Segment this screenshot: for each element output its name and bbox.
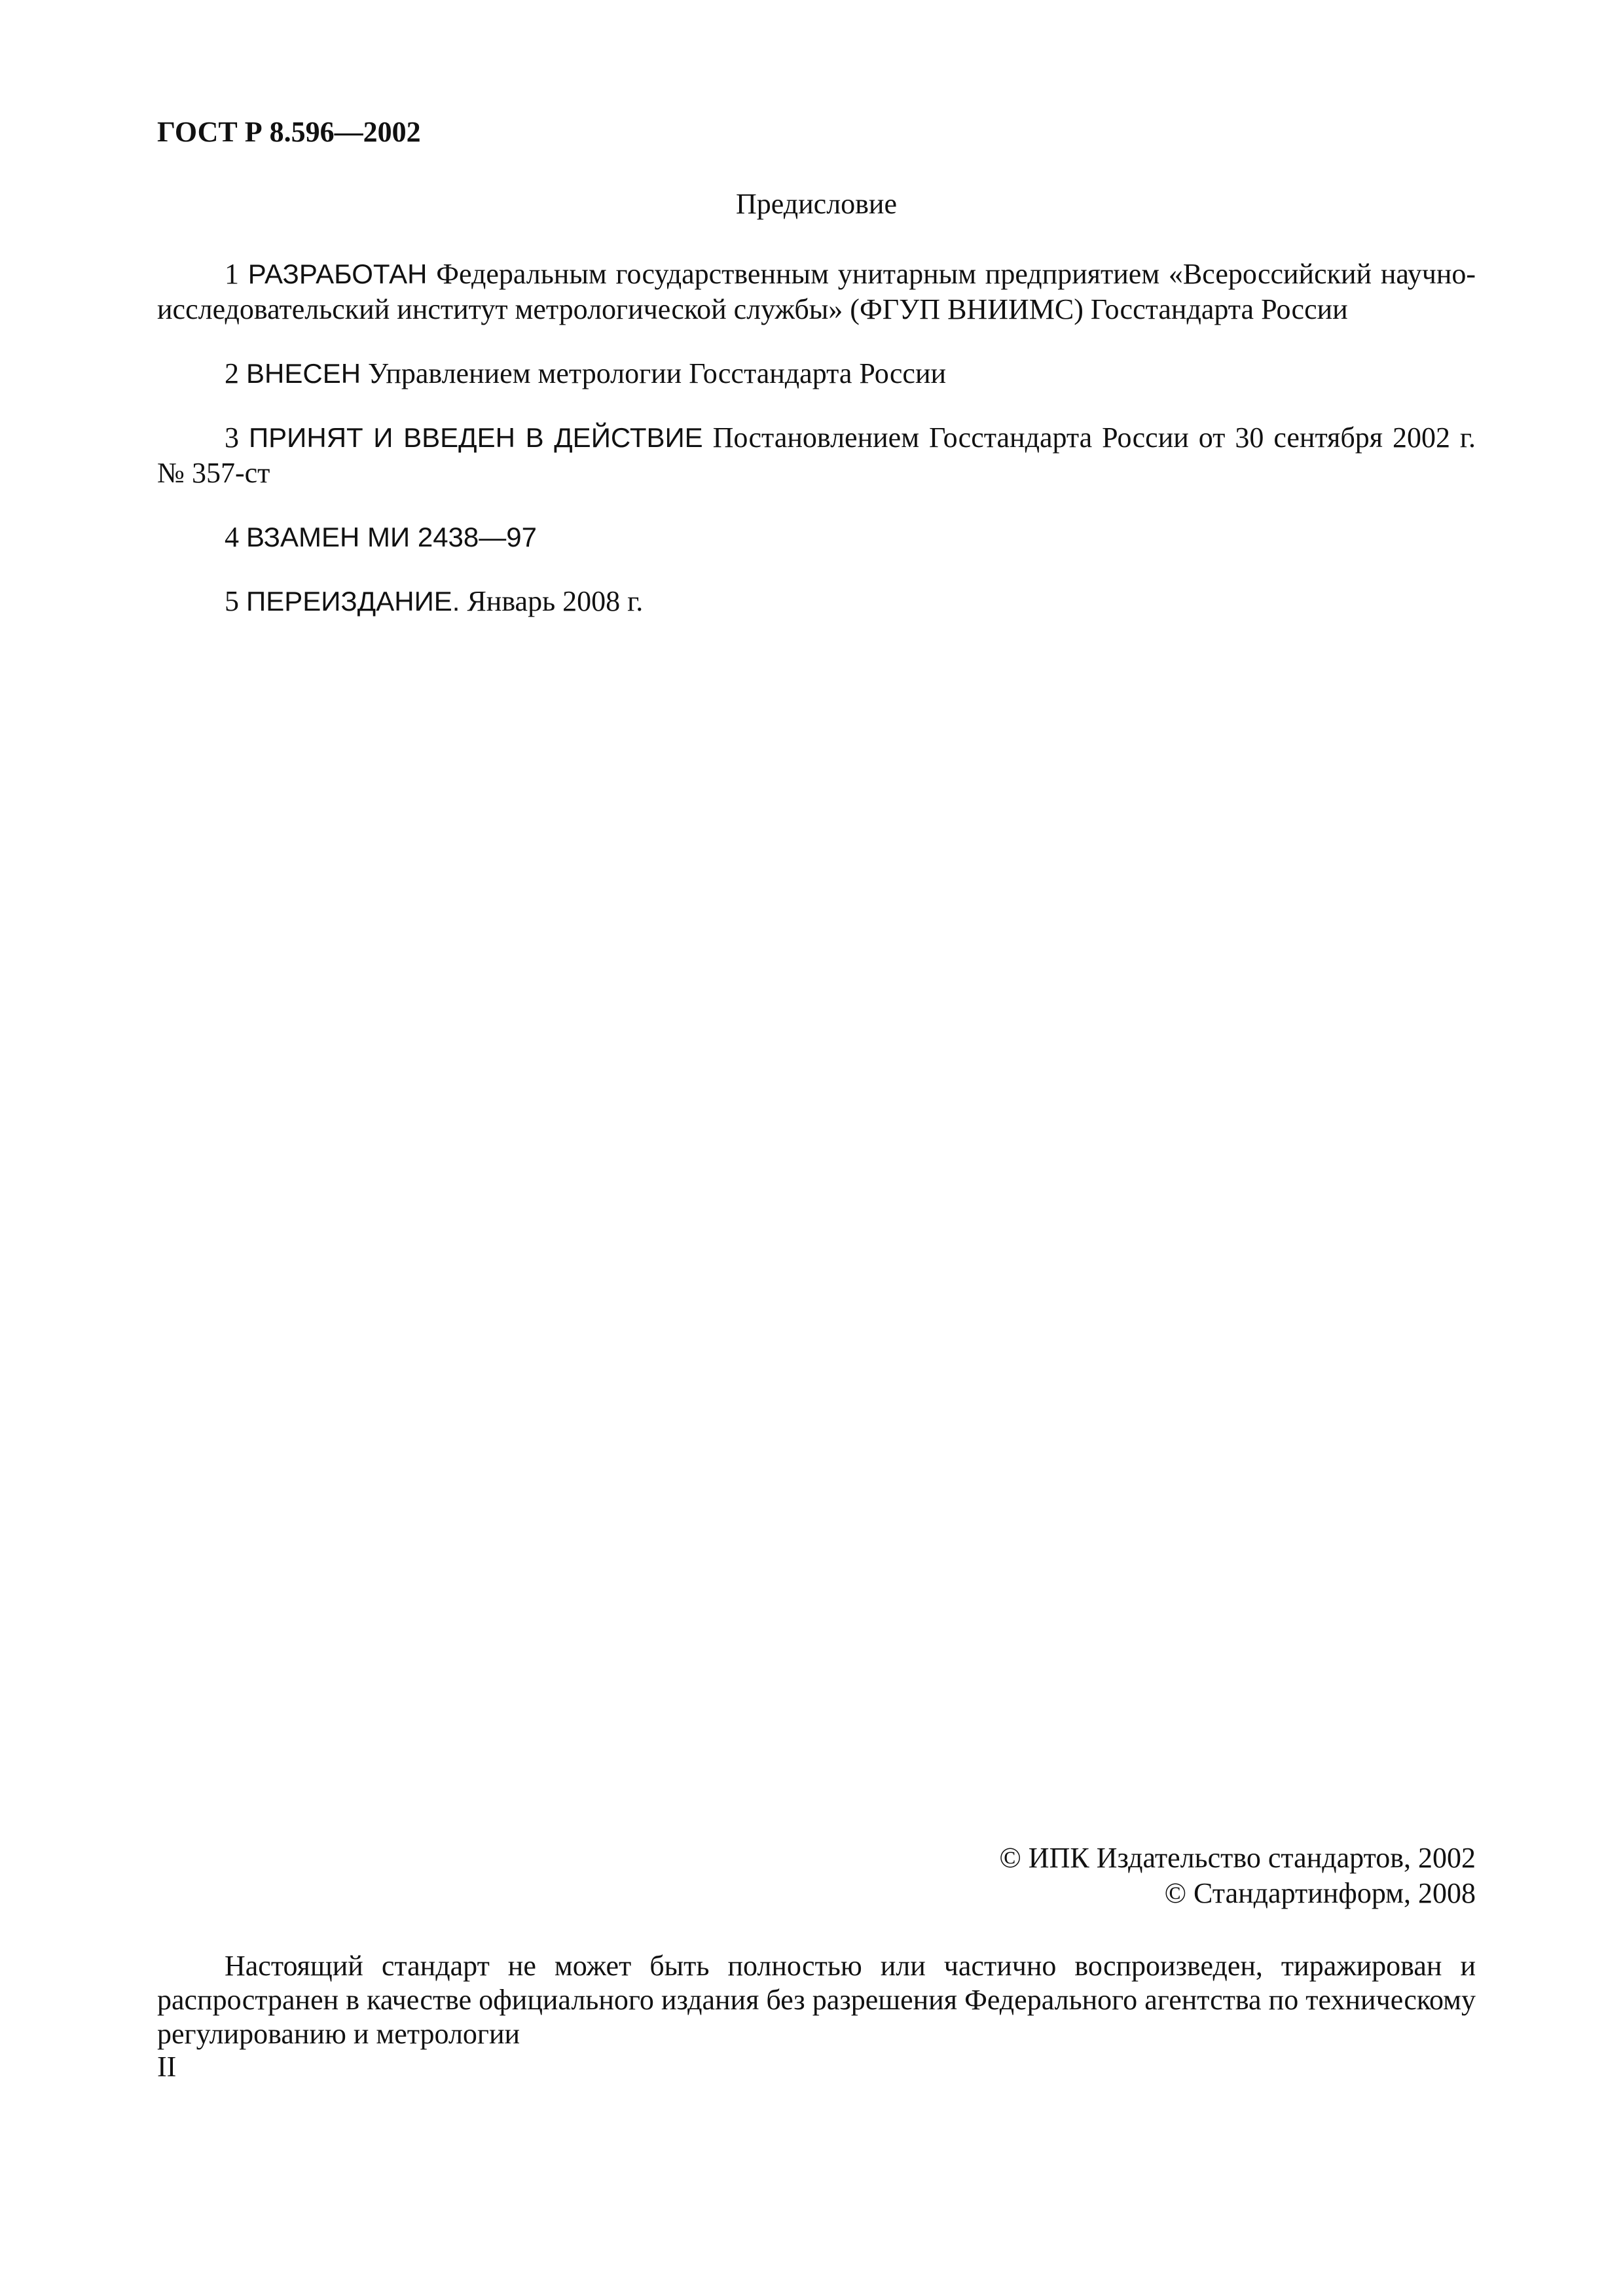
item-text: Федеральным государственным унитарным предприятием «Всероссийский научно-исследовательский институт метрологической службы» (ФГУП ВНИИМС) Госстандарта России [157,258,1476,325]
foreword-item-2 [157,356,1476,391]
foreword-section [157,185,1476,648]
item-number: 4 [225,521,239,553]
item-keyword: ВНЕСЕН [246,358,361,389]
copyright-line: © Стандартинформ, 2008 [1164,1877,1476,1909]
page-number: II [157,2051,177,2083]
item-keyword: ВЗАМЕН МИ 2438—97 [246,522,537,552]
item-text: Январь 2008 г. [467,585,644,617]
item-text: Постановлением Госстандарта России от 30 сентября 2002 г. № 357-ст [157,422,1476,489]
item-keyword: ПЕРЕИЗДАНИЕ. [246,586,460,617]
item-keyword: РАЗРАБОТАН [247,259,428,289]
reproduction-notice: Настоящий стандарт не может быть полностью или частично воспроизведен, тиражирован и распространен в качестве официального издания без разрешения Федерального агентства по техническому регулированию и метрологии [157,1950,1476,2050]
item-number: 2 [225,357,239,389]
item-number: 1 [225,258,239,290]
copyright-line: © ИПК Издательство стандартов, 2002 [999,1842,1476,1874]
item-number: 3 [225,422,239,454]
foreword-item-3 [157,420,1476,491]
document-code: ГОСТ Р 8.596—2002 [157,116,421,148]
copyright-block [157,1840,1476,1911]
foreword-item-4 [157,520,1476,555]
item-number: 5 [225,585,239,617]
item-text: Управлением метрологии Госстандарта России [368,357,947,389]
item-keyword: ПРИНЯТ И ВВЕДЕН В ДЕЙСТВИЕ [248,422,703,453]
foreword-title: Предисловие [736,188,897,220]
foreword-item-5 [157,584,1476,619]
foreword-item-1 [157,257,1476,327]
